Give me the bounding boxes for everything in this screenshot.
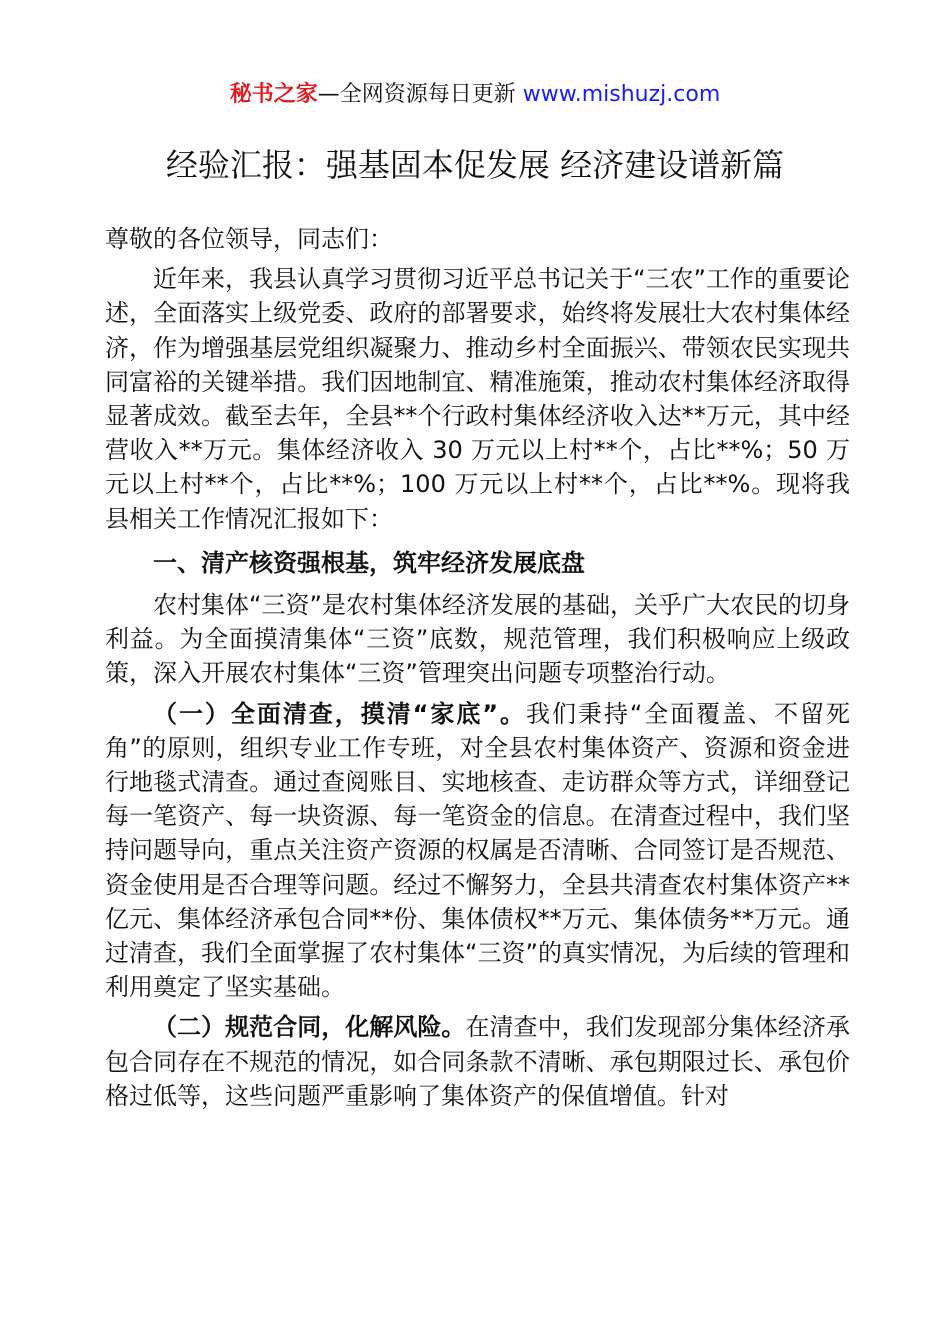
document-title: 经验汇报：强基固本促发展 经济建设谱新篇 (165, 146, 785, 184)
subsection-1-heading: （一）全面清查，摸清“家底”。 (153, 699, 526, 728)
site-header (0, 78, 950, 112)
subsection-1-paragraph (105, 697, 850, 1005)
section-heading-1: 一、清产核资强根基，筑牢经济发展底盘 (153, 548, 585, 577)
intro-paragraph: 近年来，我县认真学习贯彻习近平总书记关于“三农”工作的重要论述，全面落实上级党委、政府的部署要求，始终将发展壮大农村集体经济，作为增强基层党组织凝聚力、推动乡村全面振兴、带领农民实现共同富裕的关键举措。我们因地制宜、精准施策，推动农村集体经济取得显著成效。截至去年，全县**个行政村集体经济收入达**万元，其中经营收入**万元。集体经济收入 30 万元以上村**个，占比**%；50 万元以上村**个，占比**%；100 万元以上村**个，占比**%。现将我县相关工作情况汇报如下： (105, 265, 850, 533)
site-url-link[interactable]: www.mishuzj.com (522, 82, 721, 107)
document-body (105, 222, 850, 1113)
site-tagline: —全网资源每日更新 (317, 82, 516, 107)
brand-name: 秘书之家 (229, 82, 318, 107)
greeting: 尊敬的各位领导，同志们： (105, 225, 393, 253)
subsection-1-body: 我们秉持“全面覆盖、不留死角”的原则，组织专业工作专班，对全县农村集体资产、资源和资金进行地毯式清查。通过查阅账目、实地核查、走访群众等方式，详细登记每一笔资产、每一块资源、每一笔资金的信息。在清查过程中，我们坚持问题导向，重点关注资产资源的权属是否清晰、合同签订是否规范、资金使用是否合理等问题。经过不懈努力，全县共清查农村集体资产**亿元、集体经济承包合同**份、集体债权**万元、集体债务**万元。通过清查，我们全面掌握了农村集体“三资”的真实情况，为后续的管理和利用奠定了坚实基础。 (105, 699, 850, 1002)
section-1-intro-paragraph: 农村集体“三资”是农村集体经济发展的基础，关乎广大农民的切身利益。为全面摸清集体“三资”底数，规范管理，我们积极响应上级政策，深入开展农村集体“三资”管理突出问题专项整治行动。 (105, 591, 850, 688)
subsection-2-body: 在清查中，我们发现部分集体经济承包合同存在不规范的情况，如合同条款不清晰、承包期限过长、承包价格过低等，这些问题严重影响了集体资产的保值增值。针对 (105, 1013, 851, 1110)
subsection-2-paragraph (105, 1010, 850, 1113)
subsection-2-heading: （二）规范合同，化解风险。 (153, 1013, 466, 1042)
